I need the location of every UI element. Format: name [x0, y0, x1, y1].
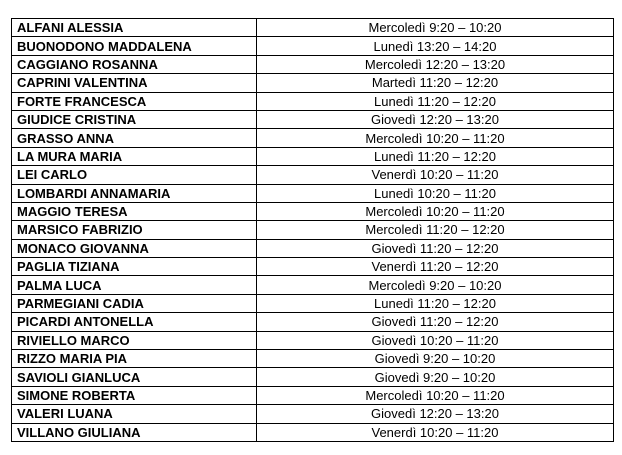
teacher-name-cell: MONACO GIOVANNA — [12, 239, 257, 257]
schedule-time-cell: Lunedì 11:20 – 12:20 — [257, 294, 614, 312]
table-row — [12, 405, 614, 423]
schedule-time-cell: Martedì 11:20 – 12:20 — [257, 74, 614, 92]
table-row — [12, 276, 614, 294]
table-row — [12, 350, 614, 368]
table-row — [12, 147, 614, 165]
schedule-time-cell: Giovedì 12:20 – 13:20 — [257, 110, 614, 128]
table-row — [12, 110, 614, 128]
teacher-name-cell: LA MURA MARIA — [12, 147, 257, 165]
teacher-name-cell: FORTE FRANCESCA — [12, 92, 257, 110]
schedule-time-cell: Mercoledì 10:20 – 11:20 — [257, 202, 614, 220]
table-row — [12, 74, 614, 92]
schedule-time-cell: Lunedì 11:20 – 12:20 — [257, 147, 614, 165]
teacher-name-cell: MARSICO FABRIZIO — [12, 221, 257, 239]
table-row — [12, 19, 614, 37]
teacher-name-cell: LEI CARLO — [12, 166, 257, 184]
table-row — [12, 258, 614, 276]
table-row — [12, 313, 614, 331]
teacher-name-cell: GIUDICE CRISTINA — [12, 110, 257, 128]
schedule-time-cell: Lunedì 10:20 – 11:20 — [257, 184, 614, 202]
schedule-table-body — [12, 19, 614, 442]
schedule-time-cell: Mercoledì 9:20 – 10:20 — [257, 19, 614, 37]
teacher-name-cell: PARMEGIANI CADIA — [12, 294, 257, 312]
teacher-name-cell: SIMONE ROBERTA — [12, 386, 257, 404]
schedule-table — [11, 18, 614, 442]
table-row — [12, 368, 614, 386]
schedule-time-cell: Giovedì 10:20 – 11:20 — [257, 331, 614, 349]
table-row — [12, 221, 614, 239]
teacher-name-cell: GRASSO ANNA — [12, 129, 257, 147]
schedule-time-cell: Venerdì 11:20 – 12:20 — [257, 258, 614, 276]
schedule-time-cell: Giovedì 9:20 – 10:20 — [257, 368, 614, 386]
schedule-time-cell: Mercoledì 10:20 – 11:20 — [257, 386, 614, 404]
table-row — [12, 184, 614, 202]
table-row — [12, 129, 614, 147]
table-row — [12, 331, 614, 349]
schedule-time-cell: Lunedì 13:20 – 14:20 — [257, 37, 614, 55]
schedule-time-cell: Mercoledì 10:20 – 11:20 — [257, 129, 614, 147]
teacher-name-cell: VILLANO GIULIANA — [12, 423, 257, 441]
schedule-time-cell: Lunedì 11:20 – 12:20 — [257, 92, 614, 110]
teacher-name-cell: VALERI LUANA — [12, 405, 257, 423]
table-row — [12, 37, 614, 55]
teacher-name-cell: SAVIOLI GIANLUCA — [12, 368, 257, 386]
teacher-name-cell: CAGGIANO ROSANNA — [12, 55, 257, 73]
teacher-name-cell: RIZZO MARIA PIA — [12, 350, 257, 368]
teacher-name-cell: MAGGIO TERESA — [12, 202, 257, 220]
teacher-name-cell: PAGLIA TIZIANA — [12, 258, 257, 276]
teacher-name-cell: CAPRINI VALENTINA — [12, 74, 257, 92]
table-row — [12, 294, 614, 312]
table-row — [12, 239, 614, 257]
schedule-time-cell: Giovedì 11:20 – 12:20 — [257, 239, 614, 257]
schedule-time-cell: Giovedì 11:20 – 12:20 — [257, 313, 614, 331]
teacher-name-cell: ALFANI ALESSIA — [12, 19, 257, 37]
table-row — [12, 92, 614, 110]
schedule-time-cell: Venerdì 10:20 – 11:20 — [257, 423, 614, 441]
table-row — [12, 202, 614, 220]
schedule-time-cell: Mercoledì 12:20 – 13:20 — [257, 55, 614, 73]
teacher-name-cell: LOMBARDI ANNAMARIA — [12, 184, 257, 202]
table-row — [12, 166, 614, 184]
schedule-time-cell: Giovedì 9:20 – 10:20 — [257, 350, 614, 368]
teacher-name-cell: RIVIELLO MARCO — [12, 331, 257, 349]
teacher-name-cell: BUONODONO MADDALENA — [12, 37, 257, 55]
schedule-time-cell: Venerdì 10:20 – 11:20 — [257, 166, 614, 184]
schedule-time-cell: Giovedì 12:20 – 13:20 — [257, 405, 614, 423]
teacher-name-cell: PICARDI ANTONELLA — [12, 313, 257, 331]
schedule-time-cell: Mercoledì 11:20 – 12:20 — [257, 221, 614, 239]
teacher-name-cell: PALMA LUCA — [12, 276, 257, 294]
table-row — [12, 386, 614, 404]
table-row — [12, 423, 614, 441]
schedule-time-cell: Mercoledì 9:20 – 10:20 — [257, 276, 614, 294]
table-row — [12, 55, 614, 73]
